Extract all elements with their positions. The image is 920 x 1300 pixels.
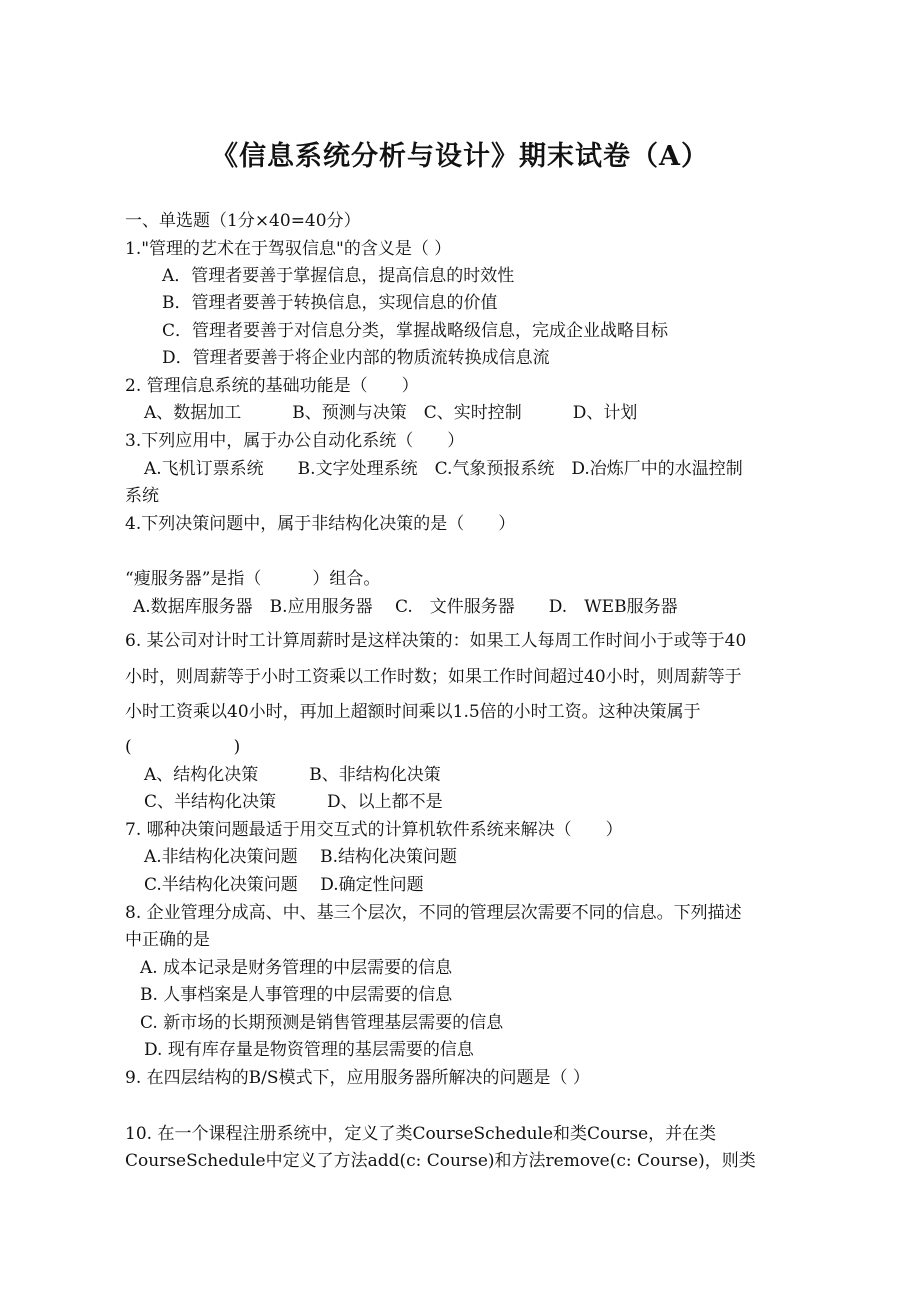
question-10-line-1: 10. 在一个课程注册系统中，定义了类CourseSchedule和类Course，并在类 xyxy=(125,1124,717,1144)
question-8-option-b: B. 人事档案是人事管理的中层需要的信息 xyxy=(140,985,453,1005)
question-1-stem: 1."管理的艺术在于驾驭信息"的含义是（ ） xyxy=(125,239,452,259)
question-2-stem: 2. 管理信息系统的基础功能是（ ） xyxy=(125,376,419,396)
question-7-stem: 7. 哪种决策问题最适于用交互式的计算机软件系统来解决（ ） xyxy=(125,820,623,840)
question-10-line-2: CourseSchedule中定义了方法add(c: Course)和方法remove(c: Course)，则类 xyxy=(125,1151,756,1171)
question-3-options: A.飞机订票系统 B.文字处理系统 C.气象预报系统 D.冶炼厂中的水温控制 xyxy=(144,459,743,479)
question-6-line-1: 6. 某公司对计时工计算周薪时是这样决策的：如果工人每周工作时间小于或等于40 xyxy=(125,631,747,651)
exam-title: 《信息系统分析与设计》期末试卷（A） xyxy=(211,141,709,172)
question-4-stem: 4.下列决策问题中，属于非结构化决策的是（ ） xyxy=(125,514,516,534)
question-6-options-1: A、结构化决策 B、非结构化决策 xyxy=(144,765,441,785)
question-3-options-continued: 系统 xyxy=(125,486,159,506)
question-8-stem-1: 8. 企业管理分成高、中、基三个层次，不同的管理层次需要不同的信息。下列描述 xyxy=(125,903,742,923)
question-9-stem: 9. 在四层结构的B/S模式下，应用服务器所解决的问题是（ ） xyxy=(125,1068,590,1088)
question-8-option-c: C. 新市场的长期预测是销售管理基层需要的信息 xyxy=(140,1013,504,1033)
question-6-line-4: ( ) xyxy=(125,737,241,757)
question-6-line-2: 小时，则周薪等于小时工资乘以工作时数；如果工作时间超过40小时，则周薪等于 xyxy=(125,667,742,687)
question-8-stem-2: 中正确的是 xyxy=(125,930,210,950)
question-1-option-d: D．管理者要善于将企业内部的物质流转换成信息流 xyxy=(162,348,550,368)
question-1-option-c: C．管理者要善于对信息分类，掌握战略级信息，完成企业战略目标 xyxy=(162,321,669,341)
question-7-options-2: C.半结构化决策问题 D.确定性问题 xyxy=(144,875,424,895)
question-3-stem: 3.下列应用中，属于办公自动化系统（ ） xyxy=(125,431,465,451)
question-1-option-a: A．管理者要善于掌握信息，提高信息的时效性 xyxy=(162,266,515,286)
question-8-option-d: D. 现有库存量是物资管理的基层需要的信息 xyxy=(144,1040,474,1060)
question-8-option-a: A. 成本记录是财务管理的中层需要的信息 xyxy=(140,958,453,978)
question-7-options-1: A.非结构化决策问题 B.结构化决策问题 xyxy=(144,847,457,867)
section-heading: 一、单选题（1分×40=40分） xyxy=(125,211,361,231)
question-1-option-b: B．管理者要善于转换信息，实现信息的价值 xyxy=(162,293,498,313)
question-6-options-2: C、半结构化决策 D、以上都不是 xyxy=(144,792,443,812)
question-5-stem: “瘦服务器”是指（ ）组合。 xyxy=(125,569,381,589)
question-5-options: A.数据库服务器 B.应用服务器 C. 文件服务器 D. WEB服务器 xyxy=(133,597,678,617)
question-6-line-3: 小时工资乘以40小时，再加上超额时间乘以1.5倍的小时工资。这种决策属于 xyxy=(125,702,701,722)
question-2-options: A、数据加工 B、预测与决策 C、实时控制 D、计划 xyxy=(144,403,638,423)
